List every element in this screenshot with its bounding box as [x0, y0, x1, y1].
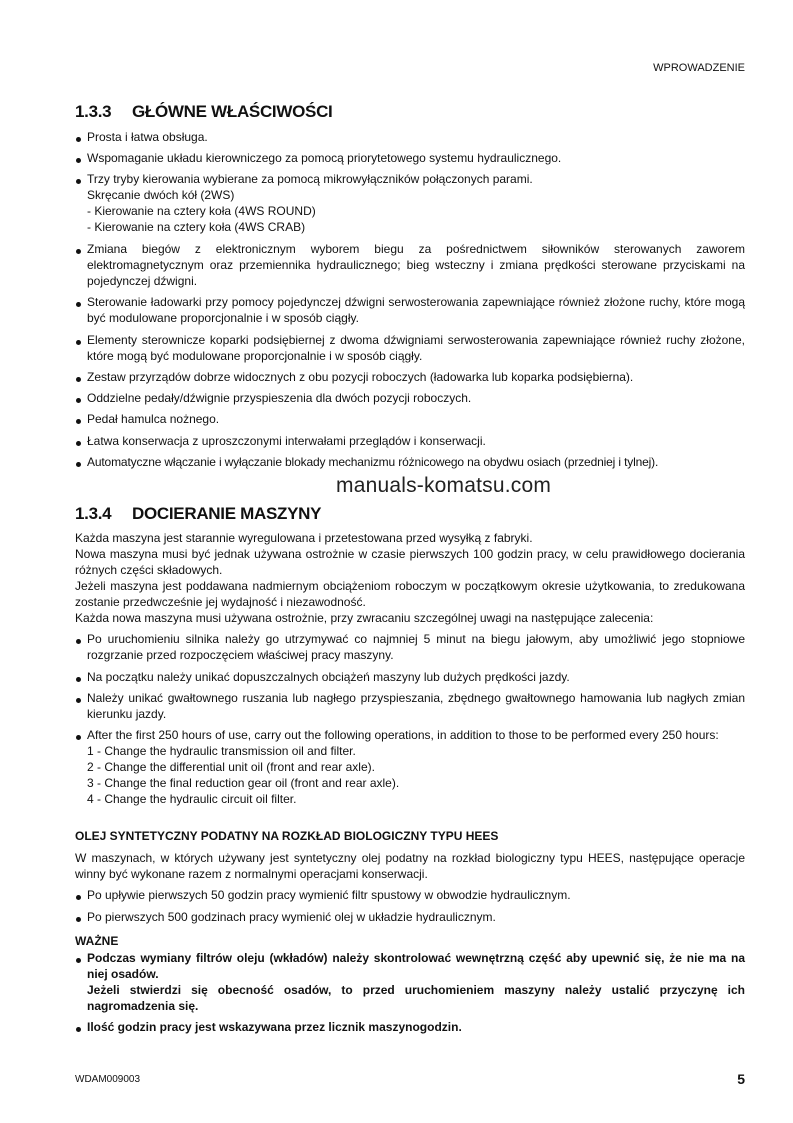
section-heading-1-3-3: [75, 102, 332, 122]
important-text: Jeżeli stwierdzi się obecność osadów, to przed uruchomieniem maszyny należy ustalić przyczynę ich nagromadzenia się.: [87, 983, 745, 1013]
paragraph: Każda maszyna jest starannie wyregulowana i przetestowana przed wysyłką z fabryki.: [75, 531, 533, 545]
steering-mode: Skręcanie dwóch kół (2WS): [87, 188, 235, 202]
list-item: Należy unikać gwałtownego ruszania lub nagłego przyspieszania, zbędnego gwałtownego hamowania lub nagłych zmian kierunku jazdy.: [75, 690, 745, 722]
list-item: Na początku należy unikać dopuszczalnych obciążeń maszyny lub dużych prędkości jazdy.: [75, 669, 745, 685]
list-item: Łatwa konserwacja z uproszczonymi interwałami przeglądów i konserwacji.: [75, 433, 745, 449]
document-code: WDAM009003: [75, 1074, 141, 1085]
steering-mode: - Kierowanie na cztery koła (4WS ROUND): [87, 204, 316, 218]
list-item: Sterowanie ładowarki przy pomocy pojedynczej dźwigni serwosterowania zapewniające również złożone ruchy, które mogą być modulowane proporcjonalnie i w sposób ciągły.: [75, 294, 745, 326]
list-item: Pedał hamulca nożnego.: [75, 411, 745, 427]
watermark: manuals-komatsu.com: [336, 474, 552, 497]
list-item-text: After the first 250 hours of use, carry out the following operations, in addition to those to be performed every 250 hours:: [87, 728, 719, 742]
hees-intro: W maszynach, w których używany jest syntetyczny olej podatny na rozkład biologiczny typu HEES, następujące operacje winny być wykonane razem z normalnymi operacjami konserwacji.: [75, 851, 745, 881]
paragraph: Każda nowa maszyna musi używana ostrożnie, przy zwracaniu szczególnej uwagi na następujące zalecenia:: [75, 611, 654, 625]
section-number: 1.3.4: [75, 504, 112, 523]
operation: 1 - Change the hydraulic transmission oil and filter.: [87, 744, 356, 758]
list-item: Zestaw przyrządów dobrze widocznych z obu pozycji roboczych (ładowarka lub koparka podsiębierna).: [75, 369, 745, 385]
list-item: Automatyczne włączanie i wyłączanie blokady mechanizmu różnicowego na obydwu osiach (przedniej i tylnej).: [75, 454, 745, 470]
list-item: Elementy sterownicze koparki podsiębiernej z dwoma dźwigniami serwosterowania zapewniające również ruchy złożone, które mogą być modulowane proporcjonalnie i w sposób ciągły.: [75, 332, 745, 364]
running-header: WPROWADZENIE: [653, 62, 745, 74]
list-item: Prosta i łatwa obsługa.: [75, 129, 745, 145]
important-heading: WAŻNE: [75, 934, 119, 948]
operation: 4 - Change the hydraulic circuit oil filter.: [87, 792, 297, 806]
list-item: Zmiana biegów z elektronicznym wyborem biegu za pośrednictwem siłowników sterowanych zaworem elektromagnetycznym oraz przemiennika hydraulicznego; bieg wsteczny i zmiana prędkości sterowane przyciskami na pojedynczej dźwigni.: [75, 241, 745, 289]
list-item: [75, 727, 745, 807]
list-item: Oddzielne pedały/dźwignie przyspieszenia dla dwóch pozycji roboczych.: [75, 390, 745, 406]
section-number: 1.3.3: [75, 102, 112, 121]
section-heading-1-3-4: [75, 504, 321, 524]
operation: 3 - Change the final reduction gear oil (front and rear axle).: [87, 776, 400, 790]
list-item: Po upływie pierwszych 50 godzin pracy wymienić filtr spustowy w obwodzie hydraulicznym.: [75, 887, 745, 903]
hees-heading: OLEJ SYNTETYCZNY PODATNY NA ROZKŁAD BIOLOGICZNY TYPU HEES: [75, 829, 499, 843]
important-item: [75, 950, 745, 1014]
intro-text: [75, 530, 745, 626]
important-text: Podczas wymiany filtrów oleju (wkładów) należy skontrolować wewnętrzną część aby upewnić się, że nie ma na niej osadów.: [87, 951, 745, 981]
steering-mode: - Kierowanie na cztery koła (4WS CRAB): [87, 220, 306, 234]
list-item: [75, 171, 745, 235]
list-item-text: Trzy tryby kierowania wybierane za pomocą mikrowyłączników połączonych parami.: [87, 172, 533, 186]
paragraph: Nowa maszyna musi być jednak używana ostrożnie w czasie pierwszych 100 godzin pracy, w celu prawidłowego docierania różnych części składowych.: [75, 547, 745, 577]
list-item: Po pierwszych 500 godzinach pracy wymienić olej w układzie hydraulicznym.: [75, 909, 745, 925]
list-item: Wspomaganie układu kierowniczego za pomocą priorytetowego systemu hydraulicznego.: [75, 150, 745, 166]
section-title: DOCIERANIE MASZYNY: [132, 504, 322, 523]
paragraph: Jeżeli maszyna jest poddawana nadmiernym obciążeniom roboczym w początkowym okresie użytkowania, to zredukowana zostanie przedwcześnie jej wydajność i niezawodność.: [75, 579, 745, 609]
section-title: GŁÓWNE WŁAŚCIWOŚCI: [132, 102, 333, 121]
operation: 2 - Change the differential unit oil (front and rear axle).: [87, 760, 375, 774]
important-item: Ilość godzin pracy jest wskazywana przez licznik maszynogodzin.: [75, 1019, 745, 1035]
list-item: Po uruchomieniu silnika należy go utrzymywać co najmniej 5 minut na biegu jałowym, aby umożliwić jego stopniowe rozgrzanie przed rozpoczęciem właściwej pracy maszyny.: [75, 631, 745, 663]
page-number: 5: [737, 1071, 745, 1087]
